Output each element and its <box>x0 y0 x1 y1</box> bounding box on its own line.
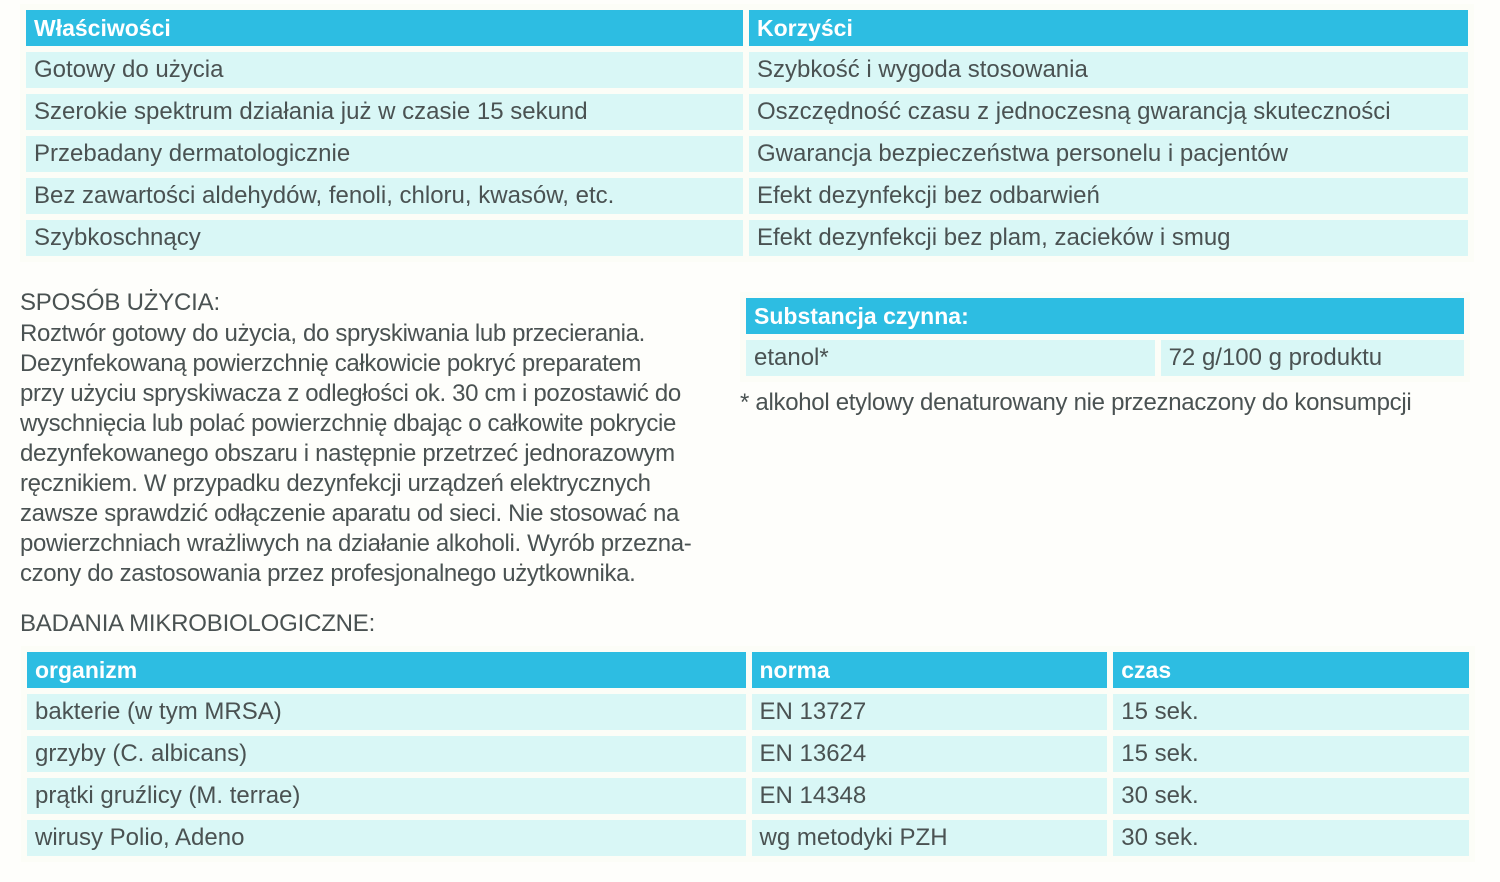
usage-line: wyschnięcia lub polać powierzchnię dbając o całkowite pokrycie <box>20 410 676 437</box>
header-properties: Właściwości <box>26 10 743 46</box>
table-row <box>27 736 1469 772</box>
standard-cell: wg metodyki PZH <box>752 820 1108 856</box>
time-cell: 15 sek. <box>1113 694 1469 730</box>
organism-cell: wirusy Polio, Adeno <box>27 820 746 856</box>
header-standard: norma <box>752 652 1108 688</box>
benefit-cell: Gwarancja bezpieczeństwa personelu i pacjentów <box>749 136 1468 172</box>
header-time: czas <box>1113 652 1469 688</box>
usage-line: dezynfekowanego obszaru i następnie przetrzeć jednorazowym <box>20 440 675 467</box>
benefit-cell: Oszczędność czasu z jednoczesną gwarancją skuteczności <box>749 94 1468 130</box>
table-header-row <box>26 10 1468 46</box>
usage-line: czony do zastosowania przez profesjonalnego użytkownika. <box>20 560 636 587</box>
benefit-cell: Efekt dezynfekcji bez odbarwień <box>749 178 1468 214</box>
usage-line: zawsze sprawdzić odłączenie aparatu od sieci. Nie stosować na <box>20 500 679 527</box>
table-row <box>27 778 1469 814</box>
active-substance-table <box>740 292 1470 382</box>
property-cell: Szerokie spektrum działania już w czasie 15 sekund <box>26 94 743 130</box>
standard-cell: EN 14348 <box>752 778 1108 814</box>
benefit-cell: Szybkość i wygoda stosowania <box>749 52 1468 88</box>
usage-line: powierzchniach wrażliwych na działanie alkoholi. Wyrób przezna- <box>20 530 692 557</box>
substance-name: etanol* <box>746 340 1155 376</box>
property-cell: Bez zawartości aldehydów, fenoli, chloru, kwasów, etc. <box>26 178 743 214</box>
property-cell: Szybkoschnący <box>26 220 743 256</box>
usage-line: Roztwór gotowy do użycia, do spryskiwania lub przecierania. <box>20 320 645 347</box>
usage-line: przy użyciu spryskiwacza z odległości ok. 30 cm i pozostawić do <box>20 380 681 407</box>
usage-instructions <box>20 319 740 589</box>
usage-line: Dezynfekowaną powierzchnię całkowicie pokryć preparatem <box>20 350 642 377</box>
microbiology-section-title: BADANIA MIKROBIOLOGICZNE: <box>20 610 376 637</box>
header-benefits: Korzyści <box>749 10 1468 46</box>
organism-cell: grzyby (C. albicans) <box>27 736 746 772</box>
header-active-substance: Substancja czynna: <box>746 298 1464 334</box>
header-organism: organizm <box>27 652 746 688</box>
substance-footnote: * alkohol etylowy denaturowany nie przeznaczony do konsumpcji <box>740 389 1412 416</box>
table-row <box>26 220 1468 256</box>
time-cell: 30 sek. <box>1113 820 1469 856</box>
usage-section-title: SPOSÓB UŻYCIA: <box>20 289 220 316</box>
property-cell: Przebadany dermatologicznie <box>26 136 743 172</box>
table-row <box>27 694 1469 730</box>
table-row <box>26 136 1468 172</box>
properties-benefits-table <box>20 4 1474 262</box>
time-cell: 30 sek. <box>1113 778 1469 814</box>
table-row <box>746 340 1464 376</box>
table-row <box>26 52 1468 88</box>
property-cell: Gotowy do użycia <box>26 52 743 88</box>
table-row <box>27 820 1469 856</box>
time-cell: 15 sek. <box>1113 736 1469 772</box>
standard-cell: EN 13727 <box>752 694 1108 730</box>
microbiology-table <box>21 646 1475 862</box>
substance-amount: 72 g/100 g produktu <box>1161 340 1464 376</box>
table-header-row <box>27 652 1469 688</box>
benefit-cell: Efekt dezynfekcji bez plam, zacieków i smug <box>749 220 1468 256</box>
table-row <box>26 94 1468 130</box>
organism-cell: prątki gruźlicy (M. terrae) <box>27 778 746 814</box>
standard-cell: EN 13624 <box>752 736 1108 772</box>
table-row <box>26 178 1468 214</box>
organism-cell: bakterie (w tym MRSA) <box>27 694 746 730</box>
table-header-row <box>746 298 1464 334</box>
usage-line: ręcznikiem. W przypadku dezynfekcji urządzeń elektrycznych <box>20 470 651 497</box>
